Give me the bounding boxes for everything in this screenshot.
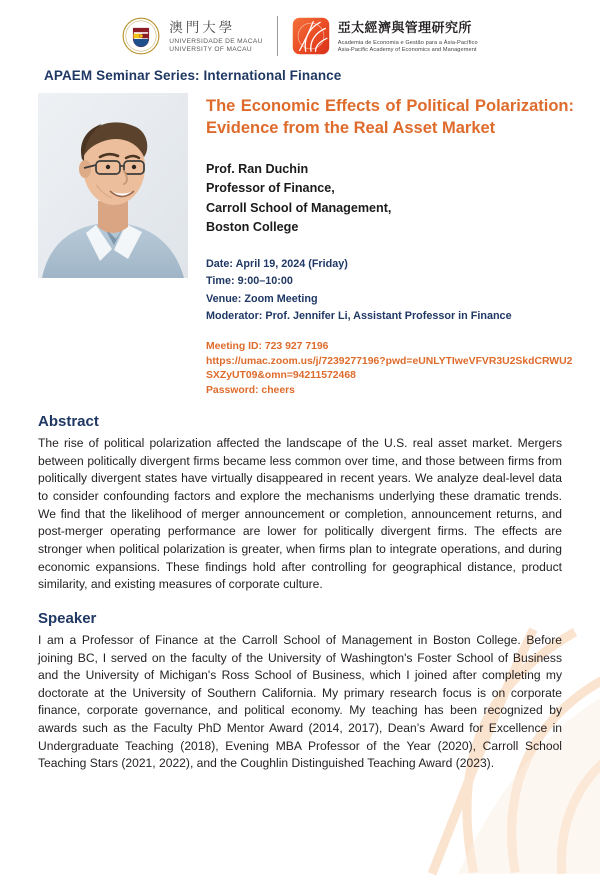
- zoom-meeting-link[interactable]: https://umac.zoom.us/j/7239277196?pwd=eUNLYTIweVFVR3U2SkdCRWU2SXZyUT09&omn=94211572468: [206, 355, 573, 382]
- event-date: Date: April 19, 2024 (Friday): [206, 257, 348, 270]
- logo-bar: [26, 0, 574, 62]
- speaker-affiliation-block: [206, 160, 574, 238]
- abstract-section: [26, 413, 574, 594]
- um-portuguese-name: UNIVERSIDADE DE MACAU: [169, 38, 263, 46]
- speaker-bio-section: [26, 610, 574, 773]
- zoom-password: Password: cheers: [206, 385, 295, 397]
- apaem-logo: [292, 17, 478, 55]
- talk-title: The Economic Effects of Political Polarization: Evidence from the Real Asset Market: [206, 97, 574, 138]
- seminar-series-label: APAEM Seminar Series: International Finance: [44, 68, 342, 83]
- abstract-heading: Abstract: [38, 412, 99, 430]
- zoom-meeting-id: Meeting ID: 723 927 7196: [206, 340, 329, 352]
- university-of-macau-crest-icon: [122, 17, 160, 55]
- university-of-macau-logo: [122, 17, 262, 55]
- speaker-bio-heading: Speaker: [38, 609, 97, 627]
- apaem-chinese-name: 亞太經濟與管理研究所: [337, 21, 472, 37]
- apaem-wordmark: [338, 19, 478, 53]
- speaker-line: Carroll School of Management,: [206, 200, 392, 215]
- talk-info-column: [206, 93, 574, 399]
- event-time: Time: 9:00–10:00: [206, 275, 293, 288]
- speaker-header-block: [26, 93, 574, 399]
- speaker-bio-text: I am a Professor of Finance at the Carroll School of Management in Boston College. Before joining BC, I served on the faculty of the University of Washington's Foster School of Business and the University of Michigan's Ross School of Business, which I joined after completing my doctorate at the University of Southern California. My primary research focus is on corporate finance, corporate governance, and political economy. My teaching has been recognized by awards such as the Faculty PhD Mentor Award (2014, 2017), Dean’s Award for Excellence in Undergraduate Teaching (2018), Evening MBA Professor of the Year (2020), Carroll School Teaching Stars (2021, 2022), and the Coughlin Distinguished Teaching Award (2023).: [38, 632, 562, 771]
- apaem-portuguese-name: Academia de Economia e Gestão para a Ásia-Pacífico: [337, 39, 478, 46]
- speaker-line: Professor of Finance,: [206, 181, 335, 196]
- um-chinese-name: 澳門大學: [169, 19, 236, 36]
- speaker-line: Prof. Ran Duchin: [206, 161, 309, 176]
- event-moderator: Moderator: Prof. Jennifer Li, Assistant Professor in Finance: [206, 310, 512, 323]
- event-logistics-block: [206, 256, 574, 326]
- zoom-access-block: [206, 340, 574, 399]
- apaem-swirl-icon: [292, 17, 330, 55]
- logo-divider: [277, 16, 278, 56]
- event-venue: Venue: Zoom Meeting: [206, 292, 318, 305]
- apaem-english-name: Asia-Pacific Academy of Economics and Management: [337, 46, 477, 53]
- speaker-photo: [38, 93, 188, 278]
- abstract-text: The rise of political polarization affected the landscape of the U.S. real asset market. Mergers between politically divergent firms became less common over time, and those between firms from politically divergent states have virtually disappeared in recent years. We analyze deal-level data to consider confounding factors and explore the mechanisms underlying these dramatic trends. We find that the likelihood of merger announcement or completion, announcement returns, and post-merger operating performance are lower for politically divergent firms. The effects are stronger when political polarization is greater, when firms plan to integrate operations, and during economic expansions. These findings hold after controlling for geographical distance, product similarity, and existing measures of corporate culture.: [38, 435, 562, 592]
- um-english-name: UNIVERSITY OF MACAU: [169, 46, 253, 54]
- university-of-macau-wordmark: [169, 19, 262, 54]
- speaker-line: Boston College: [206, 220, 299, 235]
